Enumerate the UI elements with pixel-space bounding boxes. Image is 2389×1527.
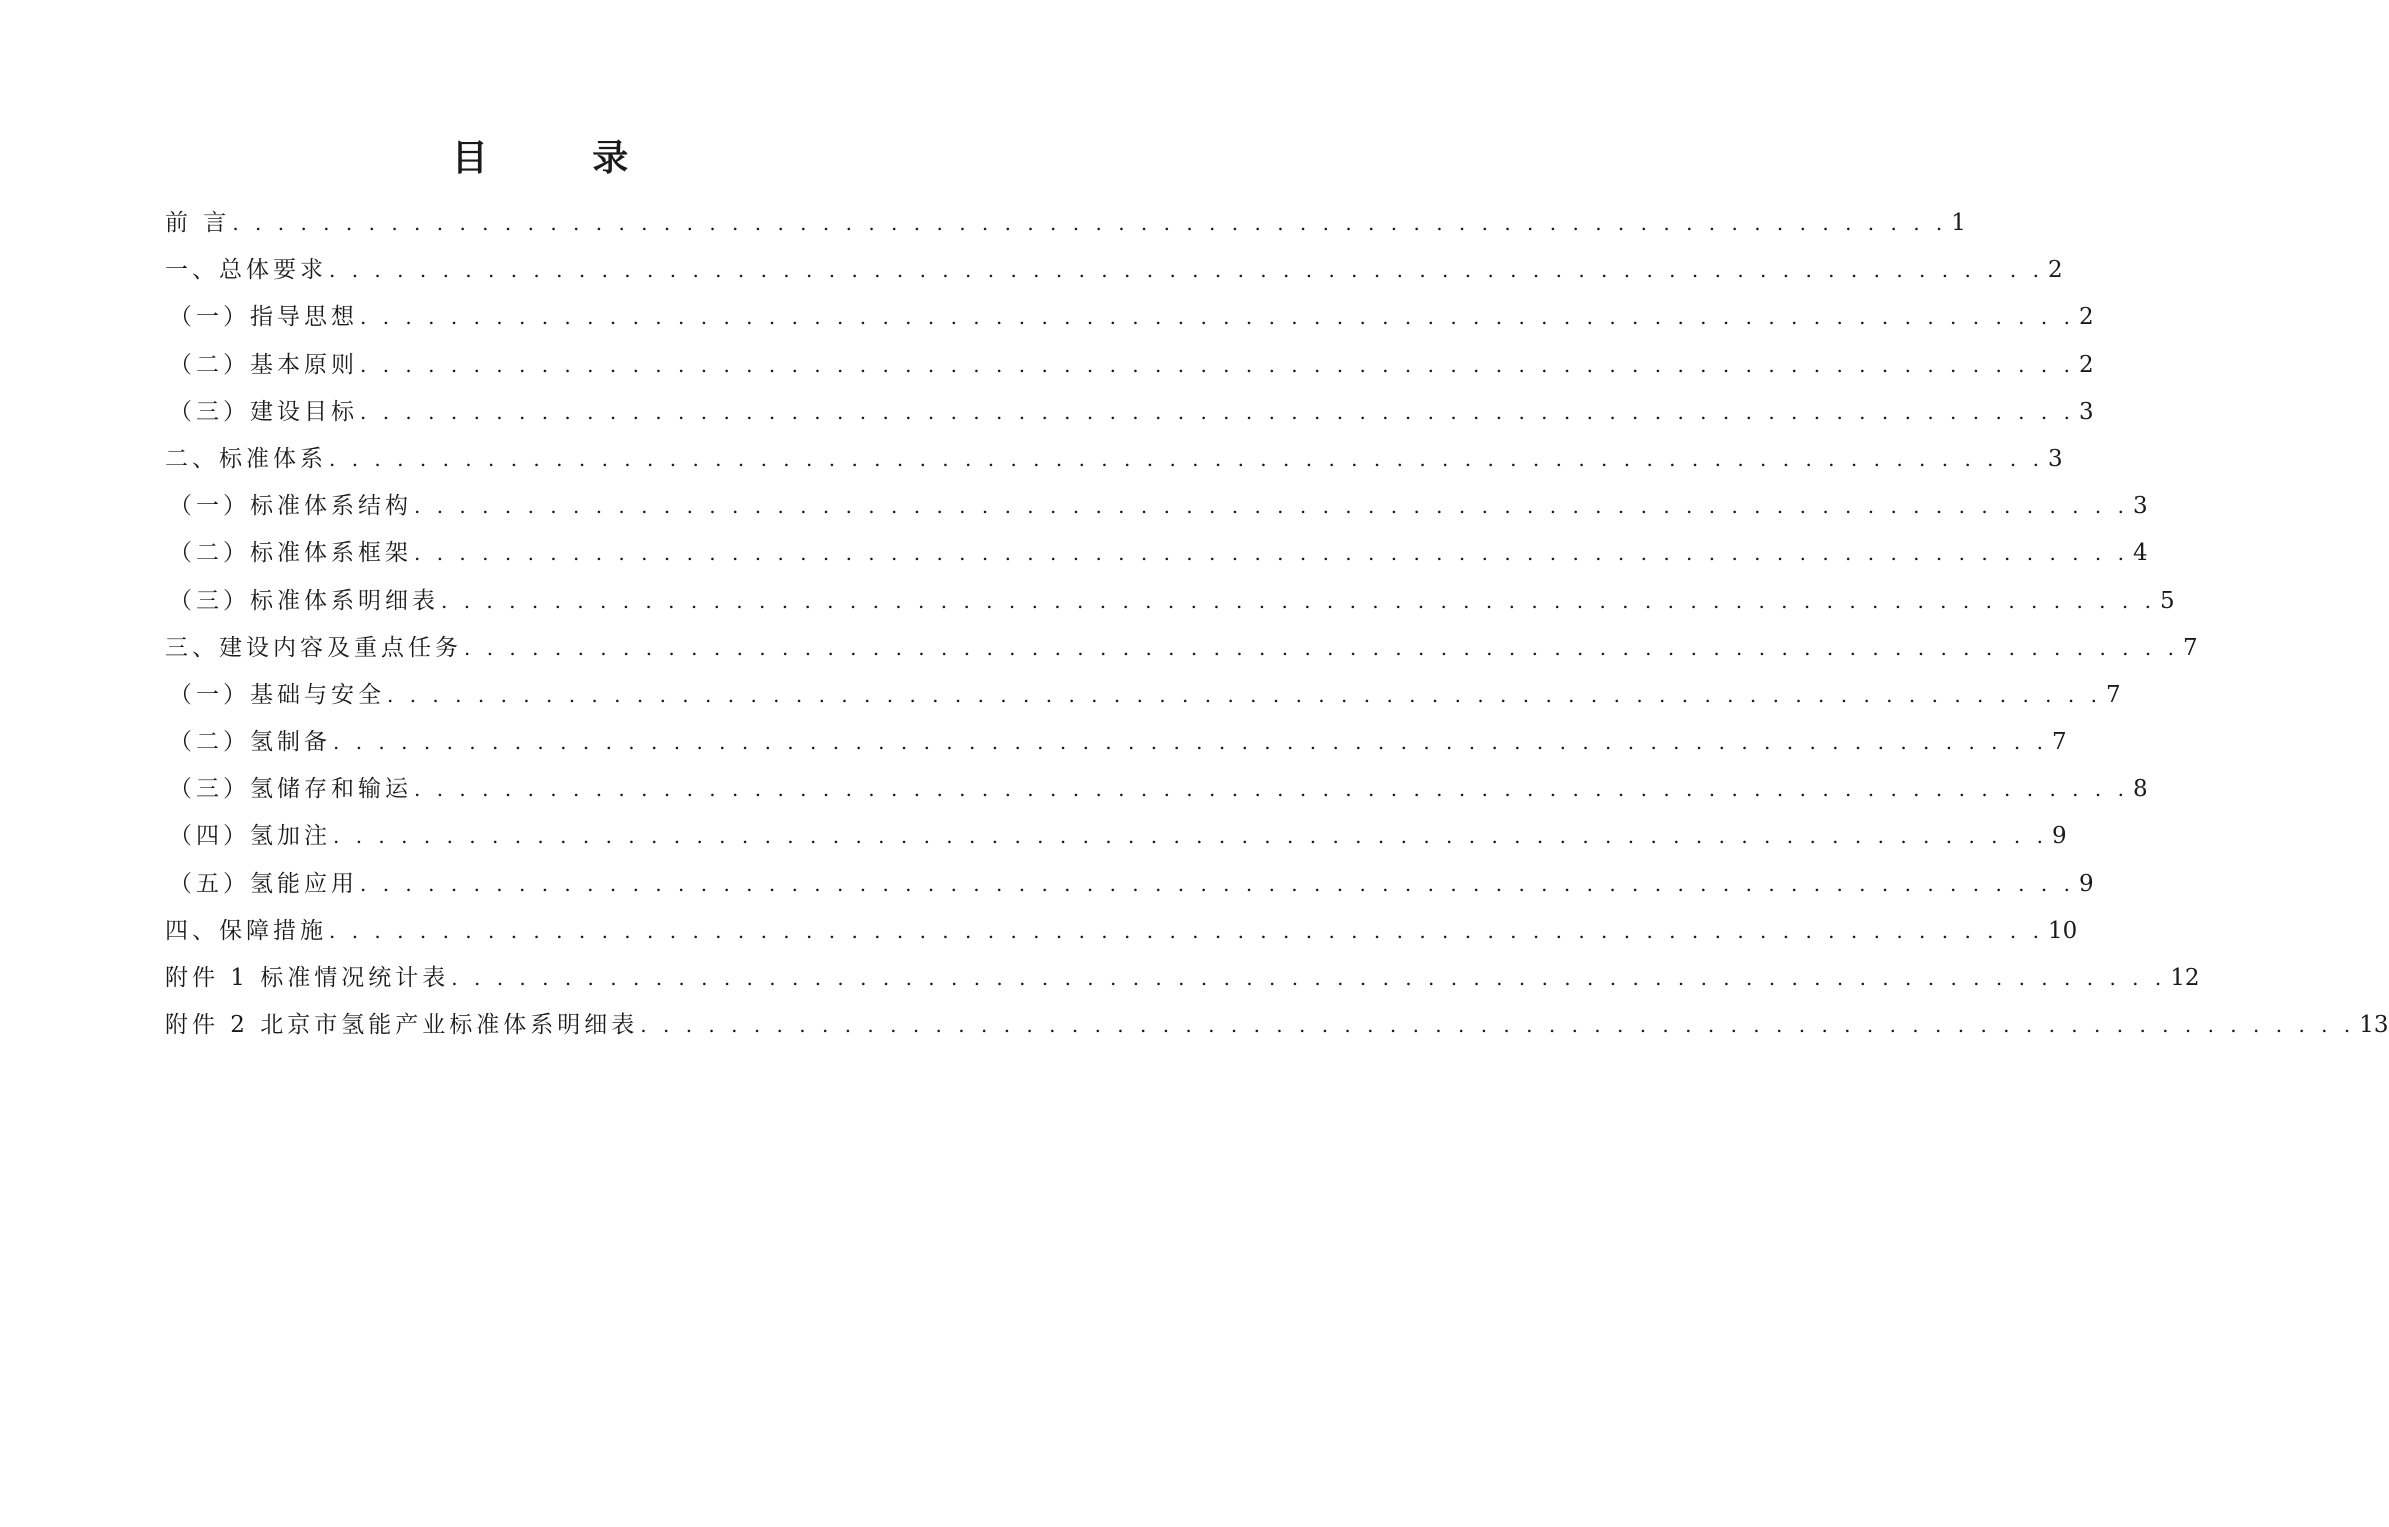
toc-entry-title: （三）标准体系明细表: [169, 587, 439, 614]
toc-entry-title: （三）氢储存和输运: [169, 776, 412, 803]
toc-dot-leader: . . . . . . . . . . . . . . . . . . . . . . . . . . . . . . . . . . . . . . . . . . . . . . . . . . . . . . . . . . . . . . . . . . . . . . . . . . . .: [451, 966, 2167, 990]
toc-dot-leader: . . . . . . . . . . . . . . . . . . . . . . . . . . . . . . . . . . . . . . . . . . . . . . . . . . . . . . . . . . . . . . . . . . . . . . . . . . . .: [360, 352, 2075, 377]
toc-entry-page: 5: [2159, 587, 2175, 614]
toc-dot-leader: . . . . . . . . . . . . . . . . . . . . . . . . . . . . . . . . . . . . . . . . . . . . . . . . . . . . . . . . . . . . . . . . . . . . . . . . . . . .: [441, 588, 2156, 613]
toc-dot-leader: . . . . . . . . . . . . . . . . . . . . . . . . . . . . . . . . . . . . . . . . . . . . . . . . . . . . . . . . . . . . . . . . . . . . . . . . . . . .: [464, 635, 2179, 660]
toc-entry-page: 9: [2051, 823, 2067, 850]
toc-entry-title: 二、标准体系: [165, 445, 327, 472]
toc-entry-title: 附件 1 标准情况统计表: [165, 965, 450, 991]
table-of-contents: [165, 200, 2389, 1049]
toc-entry-title: （一）指导思想: [169, 304, 358, 331]
toc-entry[interactable]: [165, 861, 2094, 908]
toc-entry-title: （三）建设目标: [169, 398, 358, 425]
toc-dot-leader: . . . . . . . . . . . . . . . . . . . . . . . . . . . . . . . . . . . . . . . . . . . . . . . . . . . . . . . . . . . . . . . . . . . . . . . . . . . .: [387, 682, 2102, 707]
toc-entry-page: 3: [2047, 445, 2063, 472]
toc-entry[interactable]: [165, 247, 2063, 294]
page-title: 目 录: [451, 137, 675, 179]
toc-entry[interactable]: [165, 813, 2067, 860]
toc-entry-page: 1: [1951, 210, 1966, 236]
toc-entry-title: （二）基本原则: [169, 351, 358, 378]
toc-entry-page: 2: [2078, 351, 2094, 378]
toc-entry-title: （一）基础与安全: [169, 681, 385, 708]
toc-entry[interactable]: [165, 578, 2175, 625]
toc-entry-page: 2: [2078, 304, 2094, 331]
toc-dot-leader: . . . . . . . . . . . . . . . . . . . . . . . . . . . . . . . . . . . . . . . . . . . . . . . . . . . . . . . . . . . . . . . . . . . . . . . . . . . .: [414, 541, 2129, 566]
toc-entry[interactable]: [165, 389, 2094, 436]
toc-entry-page: 7: [2105, 681, 2121, 708]
toc-entry-page: 7: [2051, 729, 2067, 756]
toc-entry[interactable]: [165, 530, 2148, 577]
toc-entry[interactable]: [165, 436, 2063, 483]
toc-entry-title: （四）氢加注: [169, 823, 331, 850]
toc-entry[interactable]: [165, 200, 1966, 247]
toc-dot-leader: . . . . . . . . . . . . . . . . . . . . . . . . . . . . . . . . . . . . . . . . . . . . . . . . . . . . . . . . . . . . . . . . . . . . . . . . . . . .: [232, 211, 1948, 235]
toc-dot-leader: . . . . . . . . . . . . . . . . . . . . . . . . . . . . . . . . . . . . . . . . . . . . . . . . . . . . . . . . . . . . . . . . . . . . . . . . . . . .: [360, 399, 2075, 424]
toc-entry[interactable]: [165, 1002, 2389, 1049]
toc-entry[interactable]: [165, 342, 2094, 389]
toc-dot-leader: . . . . . . . . . . . . . . . . . . . . . . . . . . . . . . . . . . . . . . . . . . . . . . . . . . . . . . . . . . . . . . . . . . . . . . . . . . . .: [329, 258, 2044, 283]
toc-dot-leader: . . . . . . . . . . . . . . . . . . . . . . . . . . . . . . . . . . . . . . . . . . . . . . . . . . . . . . . . . . . . . . . . . . . . . . . . . . . .: [329, 446, 2044, 471]
toc-entry[interactable]: [165, 294, 2094, 341]
toc-entry-title: 四、保障措施: [165, 917, 327, 944]
toc-entry-title: 前 言: [165, 210, 231, 236]
toc-dot-leader: . . . . . . . . . . . . . . . . . . . . . . . . . . . . . . . . . . . . . . . . . . . . . . . . . . . . . . . . . . . . . . . . . . . . . . . . . . . .: [333, 824, 2048, 849]
toc-entry[interactable]: [165, 672, 2121, 719]
toc-entry[interactable]: [165, 719, 2067, 766]
toc-entry-title: （二）标准体系框架: [169, 540, 412, 567]
toc-entry[interactable]: [165, 908, 2078, 955]
toc-entry-page: 9: [2078, 870, 2094, 897]
toc-entry[interactable]: [165, 483, 2148, 530]
toc-dot-leader: . . . . . . . . . . . . . . . . . . . . . . . . . . . . . . . . . . . . . . . . . . . . . . . . . . . . . . . . . . . . . . . . . . . . . . . . . . . .: [329, 918, 2044, 943]
toc-dot-leader: . . . . . . . . . . . . . . . . . . . . . . . . . . . . . . . . . . . . . . . . . . . . . . . . . . . . . . . . . . . . . . . . . . . . . . . . . . . .: [360, 871, 2075, 896]
toc-entry-page: 10: [2047, 917, 2078, 944]
toc-entry-page: 3: [2078, 398, 2094, 425]
toc-entry-title: 附件 2 北京市氢能产业标准体系明细表: [165, 1012, 639, 1039]
toc-entry-page: 12: [2170, 965, 2200, 991]
toc-entry-title: 一、总体要求: [165, 257, 327, 284]
toc-entry-page: 3: [2132, 493, 2148, 520]
toc-dot-leader: . . . . . . . . . . . . . . . . . . . . . . . . . . . . . . . . . . . . . . . . . . . . . . . . . . . . . . . . . . . . . . . . . . . . . . . . . . . .: [414, 494, 2129, 519]
toc-entry-title: （二）氢制备: [169, 729, 331, 756]
toc-dot-leader: . . . . . . . . . . . . . . . . . . . . . . . . . . . . . . . . . . . . . . . . . . . . . . . . . . . . . . . . . . . . . . . . . . . . . . . . . . . .: [333, 730, 2048, 755]
toc-entry-title: （一）标准体系结构: [169, 493, 412, 520]
toc-entry[interactable]: [165, 955, 2200, 1002]
toc-entry-title: （五）氢能应用: [169, 870, 358, 897]
toc-entry-page: 7: [2182, 634, 2198, 661]
toc-entry[interactable]: [165, 766, 2148, 813]
toc-dot-leader: . . . . . . . . . . . . . . . . . . . . . . . . . . . . . . . . . . . . . . . . . . . . . . . . . . . . . . . . . . . . . . . . . . . . . . . . . . . .: [414, 777, 2129, 802]
toc-dot-leader: . . . . . . . . . . . . . . . . . . . . . . . . . . . . . . . . . . . . . . . . . . . . . . . . . . . . . . . . . . . . . . . . . . . . . . . . . . . .: [360, 305, 2075, 330]
toc-dot-leader: . . . . . . . . . . . . . . . . . . . . . . . . . . . . . . . . . . . . . . . . . . . . . . . . . . . . . . . . . . . . . . . . . . . . . . . . . . . .: [640, 1013, 2356, 1038]
toc-entry-page: 4: [2132, 540, 2148, 567]
toc-entry[interactable]: [165, 625, 2198, 672]
toc-entry-page: 8: [2132, 776, 2148, 803]
toc-entry-title: 三、建设内容及重点任务: [165, 634, 462, 661]
toc-entry-page: 2: [2047, 257, 2063, 284]
toc-entry-page: 13: [2359, 1012, 2389, 1039]
